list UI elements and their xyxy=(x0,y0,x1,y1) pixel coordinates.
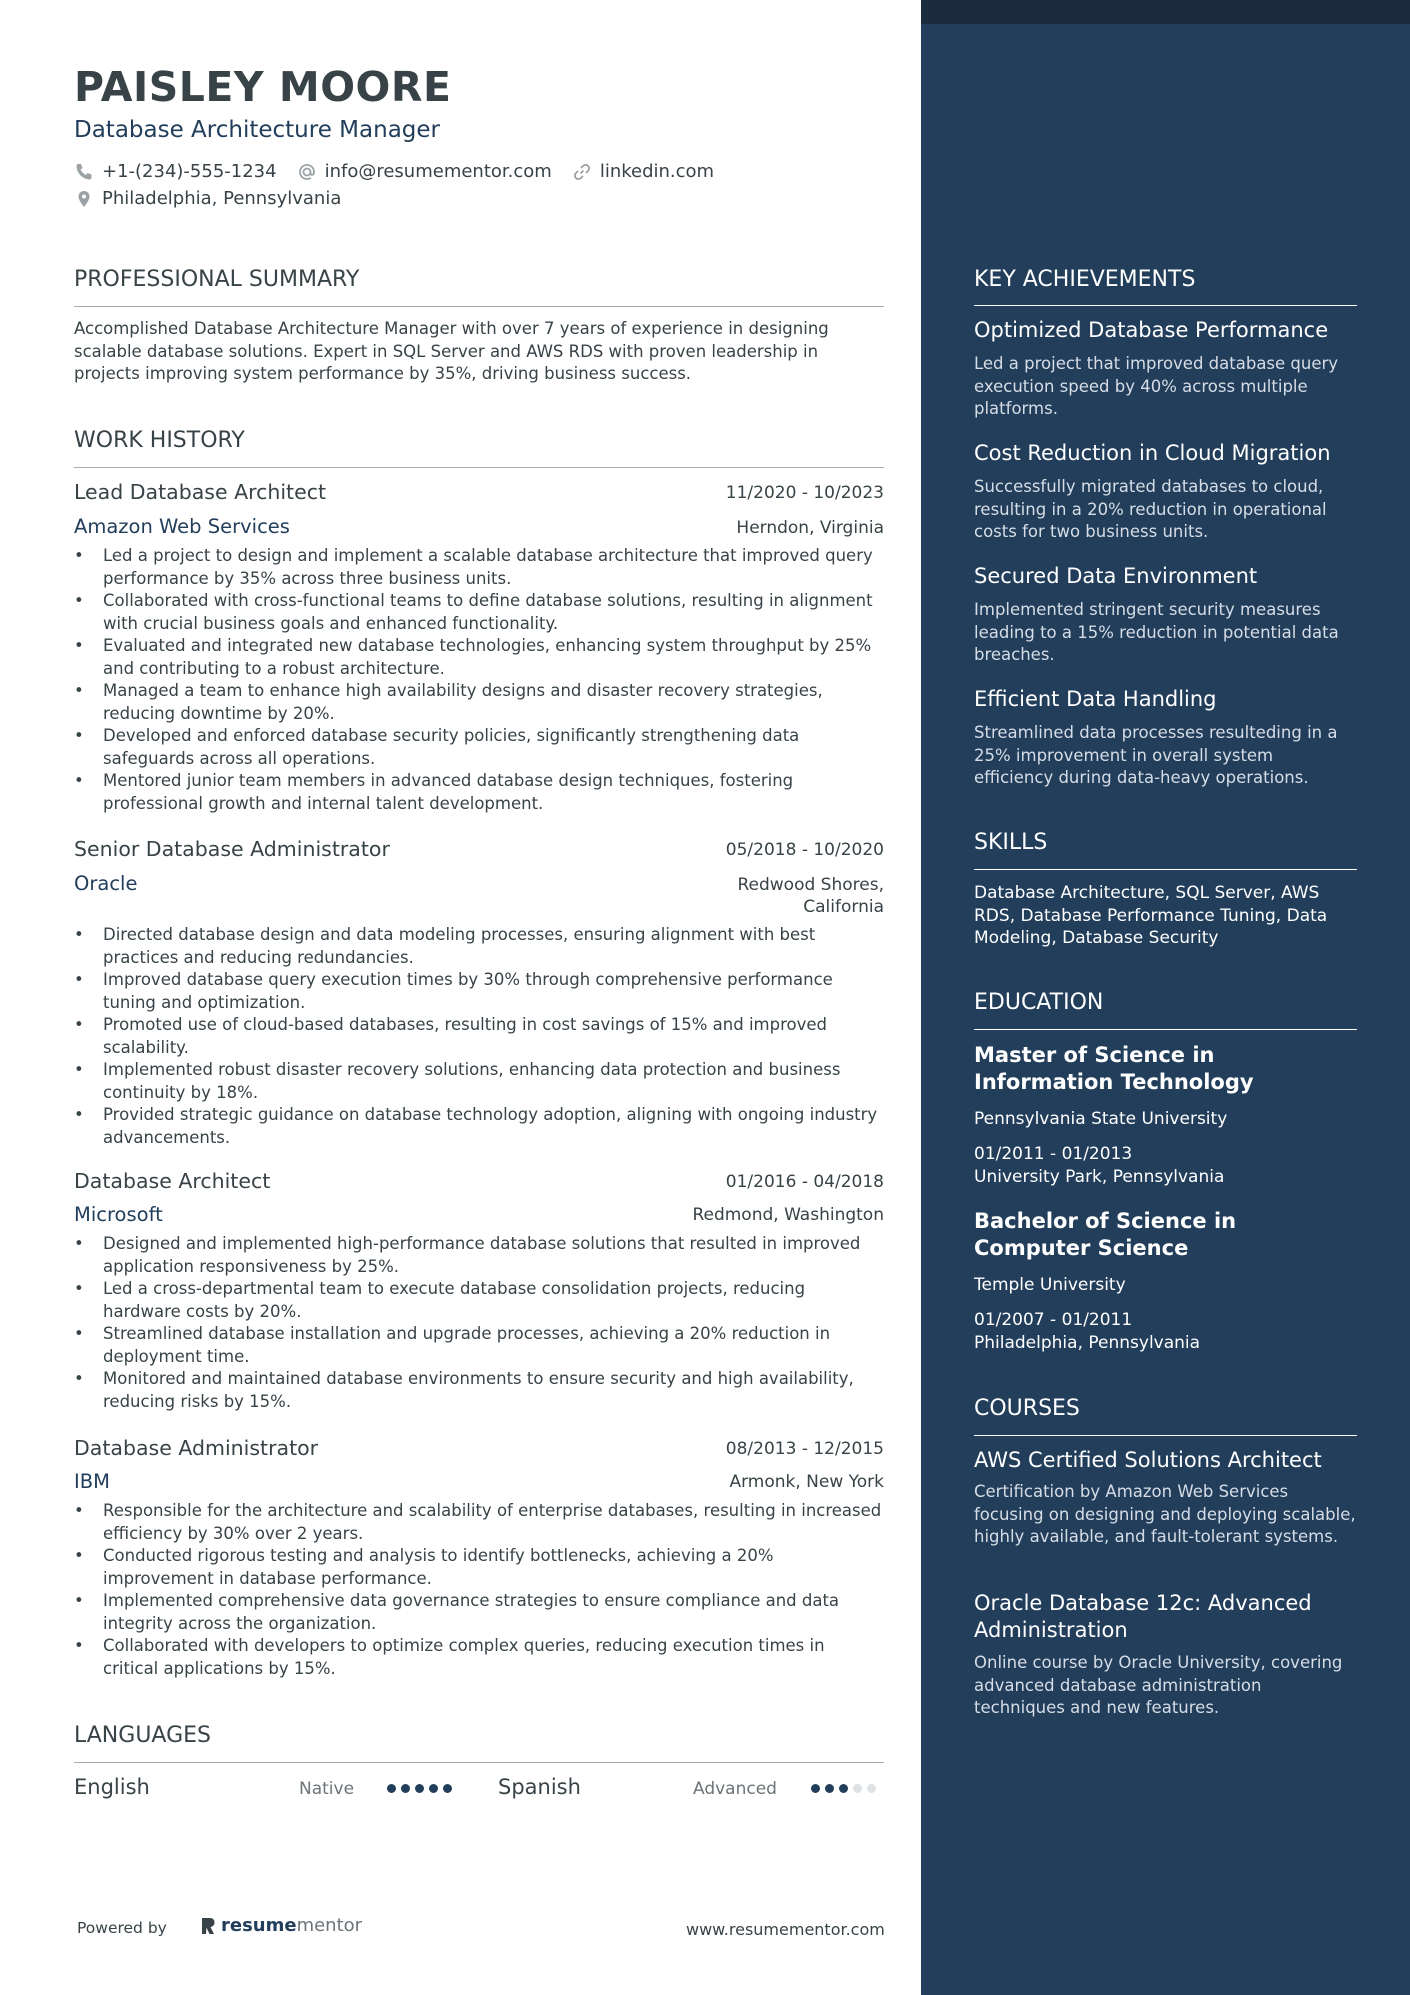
language-rating xyxy=(387,1784,457,1793)
achievement-desc: Successfully migrated databases to cloud, resulting in a 20% reduction in operational costs for two business units. xyxy=(974,477,1327,541)
course-title: AWS Certified Solutions Architect xyxy=(974,1448,1322,1472)
education-degree: Master of Science in Information Technology xyxy=(974,1043,1254,1094)
rating-dot xyxy=(867,1784,876,1793)
phone-text[interactable]: +1-(234)-555-1234 xyxy=(102,161,277,182)
summary-heading: PROFESSIONAL SUMMARY xyxy=(74,267,360,292)
skills-divider xyxy=(974,869,1357,870)
sidebar xyxy=(921,0,1410,1995)
languages-divider xyxy=(74,1762,884,1763)
rating-dot xyxy=(853,1784,862,1793)
job-location: Armonk, New York xyxy=(729,1472,884,1492)
list-item: • Designed and implemented high-performance database solutions that resulted in improved application responsiveness by 25%. xyxy=(74,1233,884,1278)
job-bullets xyxy=(74,1500,884,1680)
achievement-title: Optimized Database Performance xyxy=(974,318,1329,342)
job-company: Oracle xyxy=(74,872,138,895)
job-dates: 05/2018 - 10/2020 xyxy=(725,840,884,860)
list-item: • Collaborated with cross-functional teams to define database solutions, resulting in alignment with crucial business goals and enhanced functionality. xyxy=(74,590,884,635)
logo-text-light: mentor xyxy=(296,1915,363,1936)
course-title: Oracle Database 12c: Advanced Administration xyxy=(974,1591,1312,1642)
language-level: Native xyxy=(299,1779,355,1799)
list-item: • Mentored junior team members in advanced database design techniques, fostering professional growth and internal talent development. xyxy=(74,770,884,815)
list-item: • Evaluated and integrated new database technologies, enhancing system throughput by 25% and contributing to a robust architecture. xyxy=(74,635,884,680)
language-level: Advanced xyxy=(693,1779,777,1799)
list-item: • Promoted use of cloud-based databases, resulting in cost savings of 15% and improved scalability. xyxy=(74,1014,884,1059)
link-icon xyxy=(572,162,592,182)
job-dates: 08/2013 - 12/2015 xyxy=(725,1439,884,1459)
contact-location xyxy=(74,188,341,209)
summary-text: Accomplished Database Architecture Manager with over 7 years of experience in designing scalable database solutions. Expert in SQL Server and AWS RDS with proven leadership in projects improving system performance by 35%, driving business success. xyxy=(74,319,829,383)
education-school: Pennsylvania State University xyxy=(974,1109,1228,1129)
achievements-divider xyxy=(974,305,1357,306)
list-item: • Collaborated with developers to optimize complex queries, reducing execution times in critical applications by 15%. xyxy=(74,1635,884,1680)
summary-divider xyxy=(74,306,884,307)
achievement-desc: Led a project that improved database query execution speed by 40% across multiple platforms. xyxy=(974,354,1339,418)
achievements-heading: KEY ACHIEVEMENTS xyxy=(974,267,1196,292)
course-desc: Certification by Amazon Web Services focusing on designing and deploying scalable, highly available, and fault-tolerant systems. xyxy=(974,1482,1356,1546)
education-heading: EDUCATION xyxy=(974,990,1104,1015)
education-degree: Bachelor of Science in Computer Science xyxy=(974,1209,1237,1260)
email-text[interactable]: info@resumementor.com xyxy=(324,161,552,182)
rating-dot xyxy=(387,1784,396,1793)
work-history-heading: WORK HISTORY xyxy=(74,428,245,453)
achievement-title: Cost Reduction in Cloud Migration xyxy=(974,441,1331,465)
skills-heading: SKILLS xyxy=(974,830,1048,855)
location-text: Philadelphia, Pennsylvania xyxy=(102,188,342,209)
language-name: Spanish xyxy=(498,1775,581,1799)
list-item: • Implemented comprehensive data governance strategies to ensure compliance and data integrity across the organization. xyxy=(74,1590,884,1635)
work-history-divider xyxy=(74,467,884,468)
job-company: Microsoft xyxy=(74,1203,163,1226)
education-dates: 01/2007 - 01/2011 xyxy=(974,1310,1133,1330)
job-bullets xyxy=(74,545,884,815)
phone-icon xyxy=(74,162,94,182)
education-divider xyxy=(974,1029,1357,1030)
job-bullets xyxy=(74,924,884,1149)
job-location: Herndon, Virginia xyxy=(736,518,884,538)
powered-by-label: Powered by xyxy=(77,1919,167,1937)
footer-website-link[interactable]: www.resumementor.com xyxy=(686,1920,885,1939)
job-bullets xyxy=(74,1233,884,1413)
list-item: • Developed and enforced database security policies, significantly strengthening data safeguards across all operations. xyxy=(74,725,884,770)
contact-linkedin xyxy=(572,161,714,182)
list-item: • Streamlined database installation and upgrade processes, achieving a 20% reduction in deployment time. xyxy=(74,1323,884,1368)
rating-dot xyxy=(811,1784,820,1793)
job-dates: 11/2020 - 10/2023 xyxy=(725,483,884,503)
contact-phone xyxy=(74,161,277,182)
education-school: Temple University xyxy=(974,1275,1126,1295)
list-item: • Led a cross-departmental team to execute database consolidation projects, reducing hardware costs by 20%. xyxy=(74,1278,884,1323)
job-location xyxy=(737,874,884,918)
education-dates: 01/2011 - 01/2013 xyxy=(974,1144,1133,1164)
contact-row xyxy=(74,161,734,182)
resumementor-logo-icon xyxy=(199,1916,217,1936)
logo-text-bold: resume xyxy=(221,1915,297,1936)
list-item: • Managed a team to enhance high availability designs and disaster recovery strategies, reducing downtime by 20%. xyxy=(74,680,884,725)
job-dates: 01/2016 - 04/2018 xyxy=(725,1172,884,1192)
education-location: University Park, Pennsylvania xyxy=(974,1167,1225,1187)
languages-heading: LANGUAGES xyxy=(74,1723,211,1748)
rating-dot xyxy=(415,1784,424,1793)
job-location: Redmond, Washington xyxy=(692,1205,884,1225)
language-name: English xyxy=(74,1775,150,1799)
candidate-name: PAISLEY MOORE xyxy=(74,63,452,111)
job-title: Database Architect xyxy=(74,1169,271,1193)
candidate-title: Database Architecture Manager xyxy=(74,117,440,143)
job-company: IBM xyxy=(74,1470,110,1493)
list-item: • Led a project to design and implement a scalable database architecture that improved query performance by 35% across three business units. xyxy=(74,545,884,590)
sidebar-top-band xyxy=(921,0,1410,24)
job-title: Lead Database Architect xyxy=(74,480,327,504)
location-pin-icon xyxy=(74,189,94,209)
resumementor-logo[interactable] xyxy=(199,1915,362,1936)
rating-dot xyxy=(429,1784,438,1793)
job-company: Amazon Web Services xyxy=(74,515,290,538)
list-item: • Directed database design and data modeling processes, ensuring alignment with best practices and reducing redundancies. xyxy=(74,924,884,969)
list-item: • Conducted rigorous testing and analysis to identify bottlenecks, achieving a 20% improvement in database performance. xyxy=(74,1545,884,1590)
achievement-desc: Implemented stringent security measures leading to a 15% reduction in potential data breaches. xyxy=(974,600,1339,664)
job-title: Database Administrator xyxy=(74,1436,319,1460)
list-item: • Provided strategic guidance on database technology adoption, aligning with ongoing industry advancements. xyxy=(74,1104,884,1149)
courses-divider xyxy=(974,1435,1357,1436)
list-item: • Responsible for the architecture and scalability of enterprise databases, resulting in increased efficiency by 30% over 2 years. xyxy=(74,1500,884,1545)
rating-dot xyxy=(839,1784,848,1793)
rating-dot xyxy=(401,1784,410,1793)
languages-row xyxy=(74,1775,884,1805)
achievement-title: Efficient Data Handling xyxy=(974,687,1217,711)
linkedin-text[interactable]: linkedin.com xyxy=(599,161,715,182)
skills-text: Database Architecture, SQL Server, AWS RDS, Database Performance Tuning, Data Modeling, Database Security xyxy=(974,883,1328,948)
rating-dot xyxy=(825,1784,834,1793)
achievement-title: Secured Data Environment xyxy=(974,564,1258,588)
job-location-line2: California xyxy=(803,897,884,917)
language-rating xyxy=(811,1784,881,1793)
list-item: • Improved database query execution times by 30% through comprehensive performance tuning and optimization. xyxy=(74,969,884,1014)
contact-email xyxy=(297,161,552,182)
list-item: • Monitored and maintained database environments to ensure security and high availability, reducing risks by 15%. xyxy=(74,1368,884,1413)
rating-dot xyxy=(443,1784,452,1793)
education-location: Philadelphia, Pennsylvania xyxy=(974,1333,1201,1353)
course-desc: Online course by Oracle University, covering advanced database administration techniques and new features. xyxy=(974,1653,1343,1717)
courses-heading: COURSES xyxy=(974,1396,1080,1421)
job-location-line1: Redwood Shores, xyxy=(737,875,884,895)
achievement-desc: Streamlined data processes resulteding in a 25% improvement in overall system efficiency during data-heavy operations. xyxy=(974,723,1338,787)
list-item: • Implemented robust disaster recovery solutions, enhancing data protection and business continuity by 18%. xyxy=(74,1059,884,1104)
at-icon xyxy=(297,162,317,182)
job-title: Senior Database Administrator xyxy=(74,837,390,861)
